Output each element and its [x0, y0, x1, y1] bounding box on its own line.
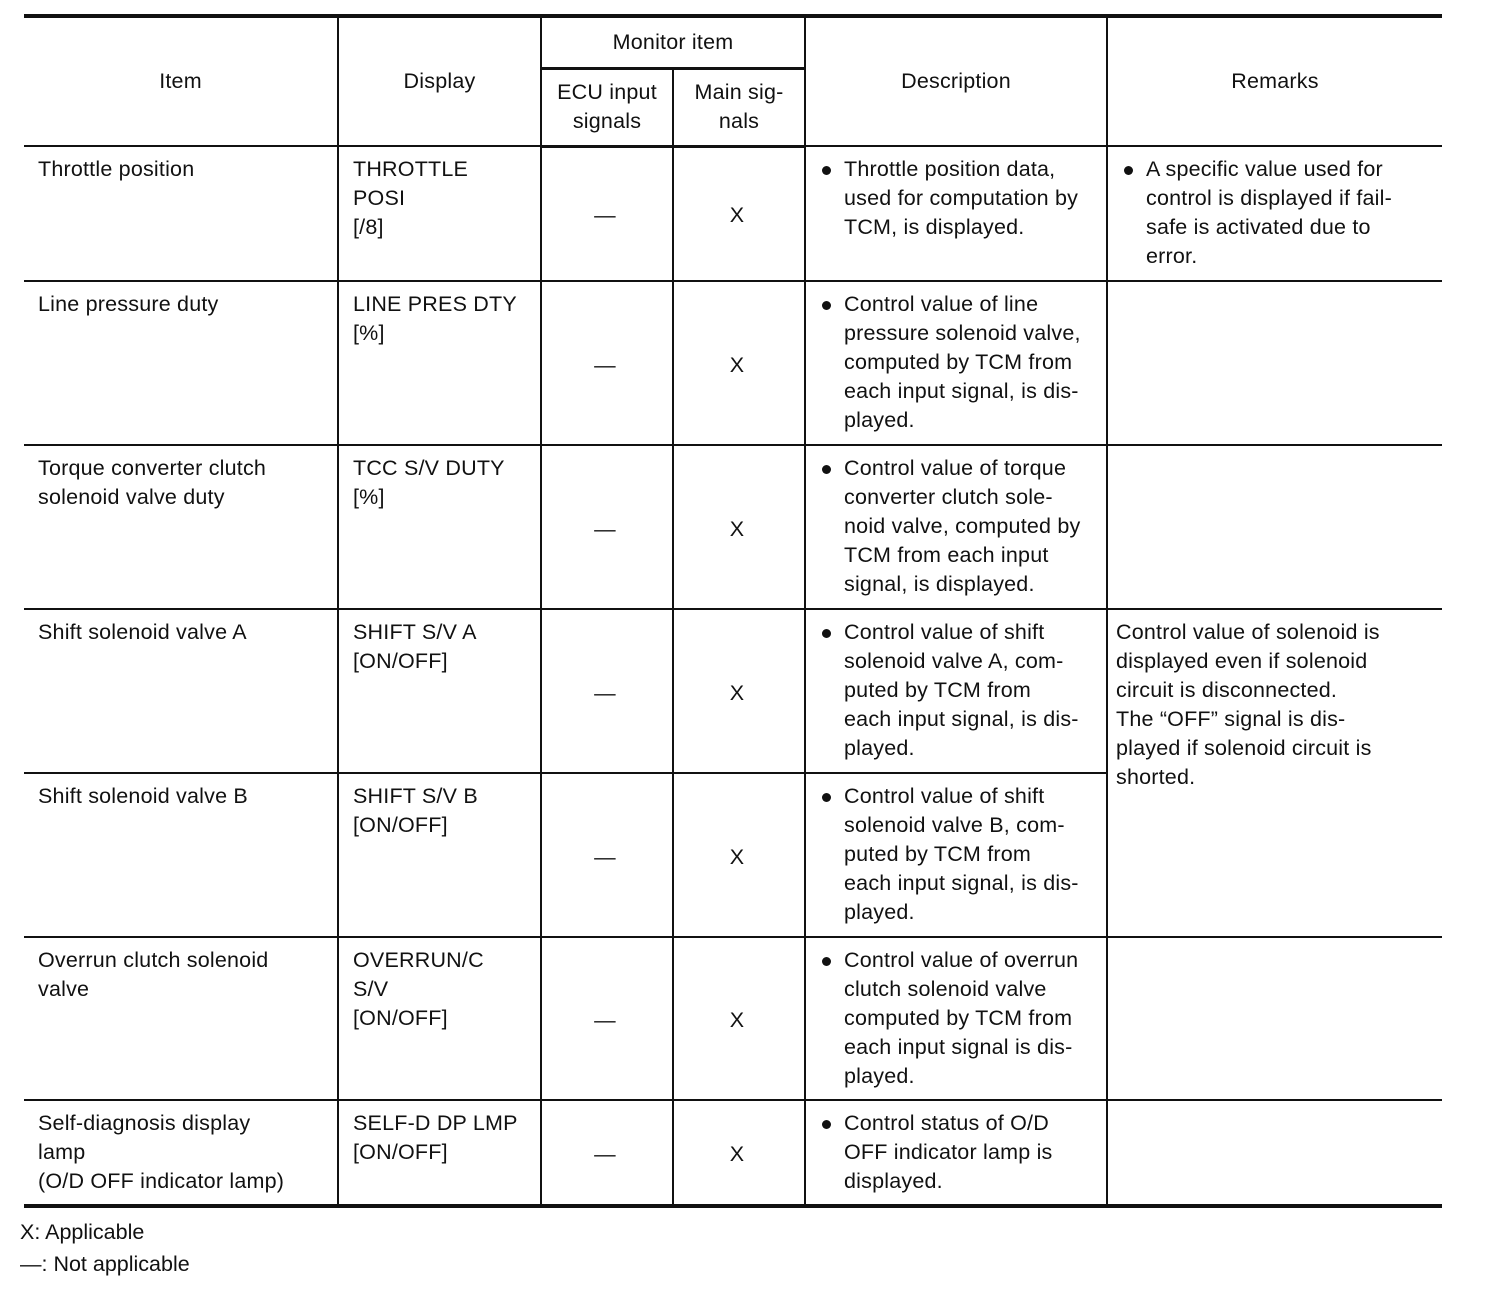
monitor-item-table — [24, 14, 1442, 1208]
description-cell: Control value of torque converter clutch sole- noid valve, computed by TCM from each input signal, is displayed. — [805, 445, 1107, 609]
item-cell: Self-diagnosis display lamp (O/D OFF indicator lamp) — [24, 1100, 338, 1206]
display-cell: SHIFT S/V B [ON/OFF] — [338, 773, 541, 937]
header-main-signals: Main sig- nals — [673, 68, 805, 146]
description-cell: Control value of line pressure solenoid valve, computed by TCM from each input signal, is dis- played. — [805, 281, 1107, 445]
bullet-icon — [820, 782, 844, 927]
bullet-icon — [820, 290, 844, 435]
header-display: Display — [338, 16, 541, 146]
monitor-item-document — [20, 14, 1442, 1280]
table-row — [24, 146, 1442, 281]
table-row — [24, 609, 1442, 773]
legend-applicable: X: Applicable — [20, 1220, 145, 1244]
bullet-icon — [820, 454, 844, 599]
ecu-input-cell: — — [541, 773, 673, 937]
bullet-icon — [1122, 155, 1146, 271]
main-signal-cell: X — [673, 937, 805, 1100]
header-monitor-item: Monitor item — [541, 16, 805, 68]
ecu-input-cell: — — [541, 281, 673, 445]
main-signal-cell: X — [673, 281, 805, 445]
ecu-input-cell: — — [541, 445, 673, 609]
description-cell: Control value of shift solenoid valve A, com- puted by TCM from each input signal, is dis- played. — [805, 609, 1107, 773]
table-row — [24, 281, 1442, 445]
display-cell: THROTTLE POSI [/8] — [338, 146, 541, 281]
remarks-cell — [1107, 1100, 1442, 1206]
remarks-cell — [1107, 937, 1442, 1100]
remarks-cell — [1107, 281, 1442, 445]
display-cell: SELF-D DP LMP [ON/OFF] — [338, 1100, 541, 1206]
item-cell: Shift solenoid valve B — [24, 773, 338, 937]
bullet-icon — [820, 1109, 844, 1196]
table-row — [24, 1100, 1442, 1206]
item-cell: Line pressure duty — [24, 281, 338, 445]
bullet-icon — [820, 618, 844, 763]
remarks-cell — [1107, 445, 1442, 609]
main-signal-cell: X — [673, 445, 805, 609]
legend-not-applicable: —: Not applicable — [20, 1252, 190, 1276]
remarks-cell: A specific value used for control is displayed if fail- safe is activated due to error. — [1107, 146, 1442, 281]
ecu-input-cell: — — [541, 609, 673, 773]
header-item: Item — [24, 16, 338, 146]
display-cell: LINE PRES DTY [%] — [338, 281, 541, 445]
description-cell: Control value of overrun clutch solenoid valve computed by TCM from each input signal is dis- played. — [805, 937, 1107, 1100]
description-cell: Control status of O/D OFF indicator lamp is displayed. — [805, 1100, 1107, 1206]
header-description: Description — [805, 16, 1107, 146]
item-cell: Torque converter clutch solenoid valve duty — [24, 445, 338, 609]
bullet-icon — [820, 155, 844, 242]
legend — [20, 1216, 1442, 1280]
main-signal-cell: X — [673, 146, 805, 281]
table-row — [24, 445, 1442, 609]
item-cell: Shift solenoid valve A — [24, 609, 338, 773]
ecu-input-cell: — — [541, 937, 673, 1100]
item-cell: Overrun clutch solenoid valve — [24, 937, 338, 1100]
main-signal-cell: X — [673, 773, 805, 937]
display-cell: SHIFT S/V A [ON/OFF] — [338, 609, 541, 773]
header-remarks: Remarks — [1107, 16, 1442, 146]
ecu-input-cell: — — [541, 146, 673, 281]
remarks-cell-shift-solenoid: Control value of solenoid is displayed even if solenoid circuit is disconnected. The “OFF” signal is dis- played if solenoid circuit is shorted. — [1107, 609, 1442, 937]
main-signal-cell: X — [673, 1100, 805, 1206]
display-cell: OVERRUN/C S/V [ON/OFF] — [338, 937, 541, 1100]
description-cell: Control value of shift solenoid valve B, com- puted by TCM from each input signal, is dis- played. — [805, 773, 1107, 937]
display-cell: TCC S/V DUTY [%] — [338, 445, 541, 609]
item-cell: Throttle position — [24, 146, 338, 281]
description-cell: Throttle position data, used for computation by TCM, is displayed. — [805, 146, 1107, 281]
main-signal-cell: X — [673, 609, 805, 773]
table-row — [24, 937, 1442, 1100]
header-ecu-input-signals: ECU input signals — [541, 68, 673, 146]
bullet-icon — [820, 946, 844, 1091]
ecu-input-cell: — — [541, 1100, 673, 1206]
